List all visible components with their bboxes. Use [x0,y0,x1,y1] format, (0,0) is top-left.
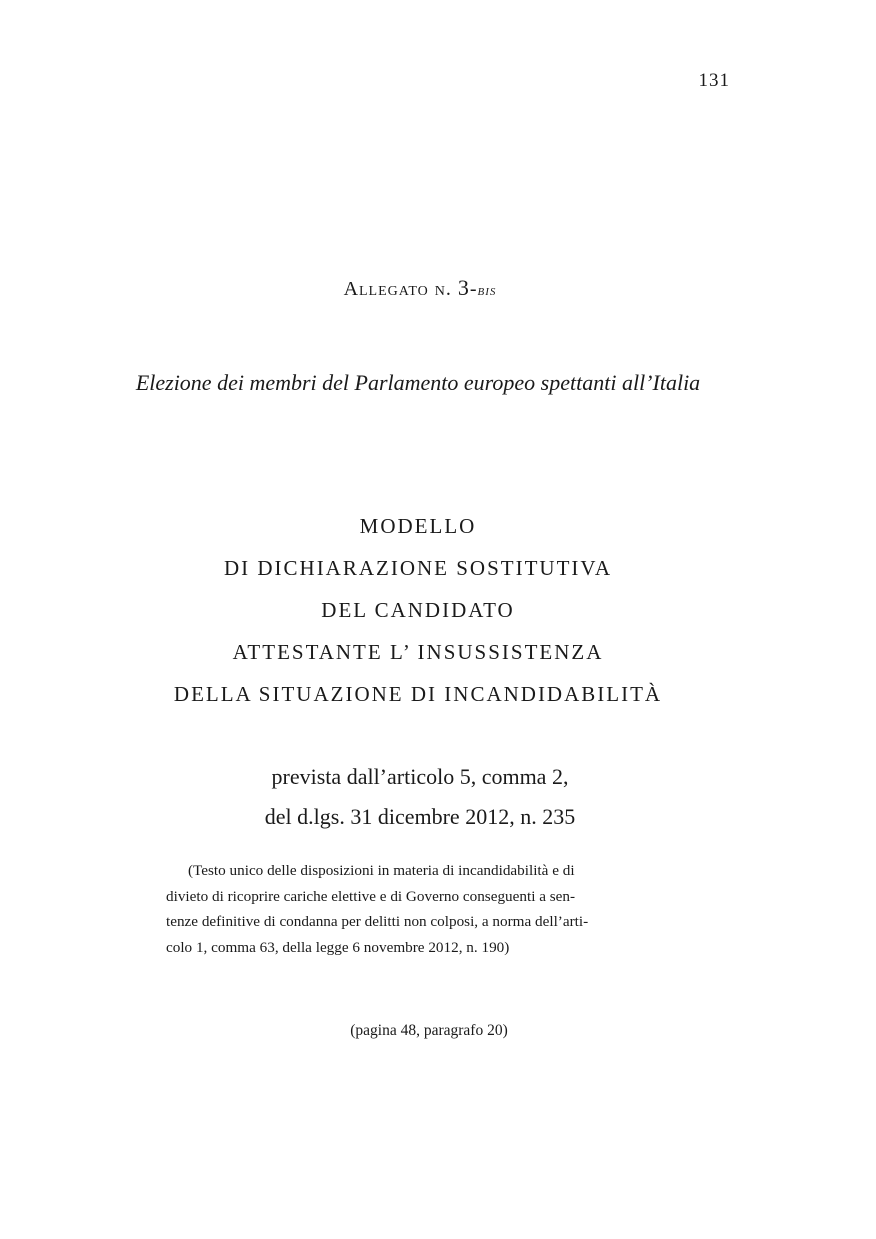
model-title-line: DI DICHIARAZIONE SOSTITUTIVA [223,556,613,580]
legal-reference-line: del d.lgs. 31 dicembre 2012, n. 235 [264,804,576,829]
legal-reference [0,757,840,837]
note-line: (Testo unico delle disposizioni in materia di incandidabilità e di [188,862,575,879]
note-line: colo 1, comma 63, della legge 6 novembre 2012, n. 190) [166,938,510,956]
note-line: divieto di ricoprire cariche elettive e di Governo conseguenti a sen- [166,887,576,905]
explanatory-note [166,858,670,960]
model-title-line: MODELLO [359,514,477,538]
annex-n: n. [434,278,452,300]
document-subtitle: Elezione dei membri del Parlamento europeo spettanti all’Italia [135,370,701,395]
model-title-line: ATTESTANTE L’ INSUSSISTENZA [232,640,604,664]
annex-dash: - [469,278,478,300]
model-title [0,505,836,715]
annex-label: Allegato [343,278,429,300]
legal-reference-line: prevista dall’articolo 5, comma 2, [271,764,569,789]
model-title-line: DELLA SITUAZIONE DI INCANDIDABILITÀ [173,682,663,706]
note-line: tenze definitive di condanna per delitti non colposi, a norma dell’arti- [166,913,589,930]
annex-heading [0,275,840,301]
annex-suffix: bis [477,283,497,299]
annex-number: 3 [457,275,470,300]
page-reference: (pagina 48, paragrafo 20) [350,1022,508,1039]
model-title-line: DEL CANDIDATO [321,598,515,622]
page-number: 131 [698,70,730,91]
